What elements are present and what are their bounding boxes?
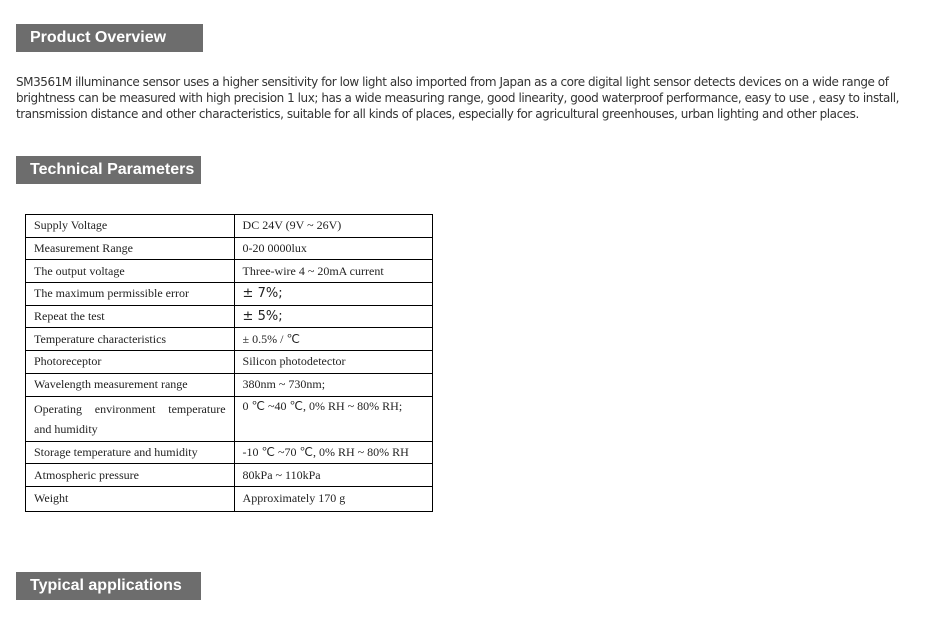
table-row xyxy=(26,328,433,351)
param-value: 80kPa ~ 110kPa xyxy=(234,464,432,487)
table-row xyxy=(26,305,433,328)
param-name: The output voltage xyxy=(26,260,235,283)
param-value: ± 7%; xyxy=(234,283,432,306)
param-name: Repeat the test xyxy=(26,305,235,328)
table-row xyxy=(26,283,433,306)
param-name: Photoreceptor xyxy=(26,351,235,374)
param-value: ± 0.5% / ℃ xyxy=(234,328,432,351)
table-row xyxy=(26,464,433,487)
param-name: The maximum permissible error xyxy=(26,283,235,306)
param-value: DC 24V (9V ~ 26V) xyxy=(234,215,432,238)
param-name: Supply Voltage xyxy=(26,215,235,238)
product-overview-text: SM3561M illuminance sensor uses a higher sensitivity for low light also imported from Japan as a core digital light sensor detects devices on a wide range of brightness can be measured with high precision 1 lux; has a wide measuring range, good linearity, good waterproof performance, easy to use , easy to install, transmission distance and other characteristics, suitable for all kinds of places, especially for agricultural greenhouses, urban lighting and other places. xyxy=(16,75,900,121)
table-row xyxy=(26,441,433,464)
table-row xyxy=(26,486,433,511)
param-name: Measurement Range xyxy=(26,237,235,260)
param-value: Three-wire 4 ~ 20mA current xyxy=(234,260,432,283)
param-value: 380nm ~ 730nm; xyxy=(234,373,432,396)
table-row xyxy=(26,237,433,260)
param-value: -10 ℃ ~70 ℃, 0% RH ~ 80% RH xyxy=(234,441,432,464)
table-row xyxy=(26,396,433,441)
param-name: Operating environment temperature and humidity xyxy=(26,396,235,441)
param-value: Approximately 170 g xyxy=(234,486,432,511)
table-row xyxy=(26,215,433,238)
product-overview-heading: Product Overview xyxy=(16,24,203,52)
typical-applications-heading: Typical applications xyxy=(16,572,201,600)
technical-parameters-table xyxy=(25,214,433,512)
param-value: 0-20 0000lux xyxy=(234,237,432,260)
param-value: ± 5%; xyxy=(234,305,432,328)
technical-parameters-heading: Technical Parameters xyxy=(16,156,201,184)
param-value: Silicon photodetector xyxy=(234,351,432,374)
param-name: Temperature characteristics xyxy=(26,328,235,351)
param-value: 0 ℃ ~40 ℃, 0% RH ~ 80% RH; xyxy=(234,396,432,441)
param-name: Atmospheric pressure xyxy=(26,464,235,487)
param-name: Wavelength measurement range xyxy=(26,373,235,396)
table-row xyxy=(26,373,433,396)
table-row xyxy=(26,351,433,374)
param-name: Storage temperature and humidity xyxy=(26,441,235,464)
table-row xyxy=(26,260,433,283)
param-name: Weight xyxy=(26,486,235,511)
